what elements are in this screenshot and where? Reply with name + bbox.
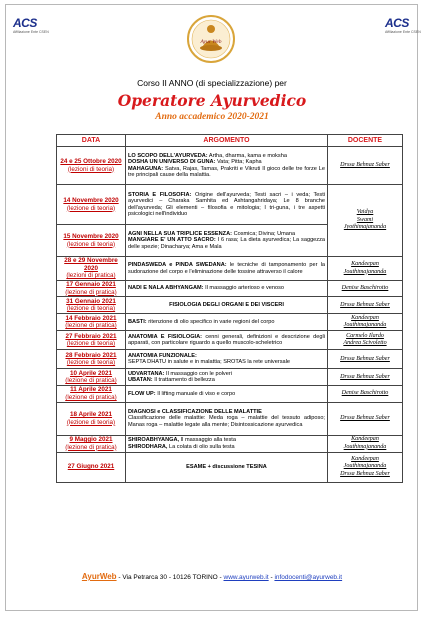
teacher-name: Jouthimajananda — [343, 322, 387, 329]
topic-heading: DOSHA UN UNIVERSO DI GUNA: — [128, 159, 216, 166]
topic-text: SEPTA DHATU in salute e in malattia; SROTAS la rete universale — [128, 359, 290, 366]
lesson-date: 31 Gennaio 2021 — [66, 297, 116, 305]
teacher-name: Swami — [356, 216, 374, 223]
topic-paragraph — [128, 415, 325, 428]
teacher-name: Jouthimajananda — [343, 268, 387, 275]
table-row — [57, 435, 403, 452]
schedule-table — [56, 134, 403, 483]
topic-text: Il massaggio alla testa — [179, 437, 236, 444]
lesson-type: (lezione di pratica) — [65, 288, 117, 296]
teacher-name: Jouthimajananda — [343, 443, 387, 450]
footer — [0, 572, 424, 581]
topic-heading: SHIROABHYANGA, — [128, 437, 180, 444]
course-subtitle: Corso II ANNO (di specializzazione) per — [137, 78, 287, 88]
lesson-type: (lezione di teoria) — [66, 240, 116, 248]
lesson-date: 27 Giugno 2021 — [67, 463, 115, 471]
topic-heading: DIAGNOSI e CLASSIFICAZIONE DELLE MALATTIE — [128, 408, 262, 415]
topic-heading: AGNI NELLA SUA TRIPLICE ESSENZA: — [128, 230, 233, 237]
topic-heading: LO SCOPO DELL'AYURVEDA: — [128, 152, 208, 159]
teacher-name: Denise Baschirotto — [341, 284, 389, 291]
lesson-type: (lezioni di teoria) — [67, 165, 115, 173]
teacher-name: Drssa Behnaz Saber — [340, 355, 390, 362]
teacher-name: Kandeepan — [351, 314, 379, 321]
teacher-name: Drssa Behnaz Saber — [340, 373, 390, 380]
topic-heading: ANATOMIA E FISIOLOGIA: — [128, 333, 203, 340]
topic-paragraph — [128, 464, 325, 470]
topic-cell — [126, 435, 328, 452]
topic-paragraph — [128, 359, 325, 365]
topic-text: I 6 rasa; La dieta ayurvedica; La saggezza delle spezie; Dinacharya; Ama e Mala — [128, 237, 325, 250]
table-row — [57, 297, 403, 314]
topic-text: Il lifting manuale di viso e corpo — [155, 390, 236, 397]
topic-cell — [126, 297, 328, 314]
teacher-cell — [328, 331, 403, 350]
topic-text: La colata di olio sulla testa — [167, 443, 235, 450]
topic-cell — [126, 452, 328, 482]
lesson-date: 14 Novembre 2020 — [63, 196, 119, 204]
teacher-name: Kandeepan — [351, 261, 379, 268]
topic-text: Il massaggio arterioso e venoso — [203, 285, 285, 292]
lesson-date: 10 Aprile 2021 — [69, 369, 113, 377]
topic-heading: NADI E NALA ABHYANGAM: — [128, 285, 204, 292]
topic-paragraph — [128, 237, 325, 250]
lesson-type: (lezione di pratica) — [65, 322, 117, 330]
lesson-date: 27 Febbraio 2021 — [65, 332, 117, 340]
teacher-cell — [328, 281, 403, 297]
teacher-name: Kandeepan — [351, 436, 379, 443]
teacher-name: Jouthimajananda — [343, 463, 387, 470]
topic-text: Classificazione delle malattie: Meda roga – malattie del tessuto adiposo; Manas roga – malattie legate alla mente; Disintossicazione ayurvedica — [128, 415, 325, 428]
column-header: ARGOMENTO — [126, 135, 328, 147]
topic-heading: MANGIARE E' UN ATTO SACRO: — [128, 237, 216, 244]
topic-heading: BASTI: — [128, 319, 147, 326]
topic-text: Origine dell'ayurveda; Testi sacri – i veda; Testi ayurvedici – Charaka Samhita ed Ashtangahridaya; Le 8 branche dell'ayurveda; Gli elementi – filosofia e mitologia; I tri-guna, i tre aspetti psicologici nell'individuo — [128, 191, 325, 217]
teacher-name: Drssa Behnaz Saber — [340, 301, 390, 308]
teacher-cell — [328, 297, 403, 314]
topic-heading: ANATOMIA FUNZIONALE: — [128, 352, 197, 359]
table-row — [57, 350, 403, 369]
date-cell — [57, 225, 126, 257]
acs-logo-right: ACS Affiliazione Ente CSEN — [385, 16, 421, 34]
column-header: DATA — [57, 135, 126, 147]
table-row — [57, 147, 403, 185]
topic-text: le tecniche di tamponamento per la sudorazione del corpo e l'eliminazione delle tossine attraverso il calore — [128, 262, 325, 275]
lesson-date: 11 Aprile 2021 — [70, 386, 112, 394]
topic-text: Il trattamento di bellezza — [152, 377, 215, 384]
topic-cell — [126, 257, 328, 281]
topic-paragraph — [128, 192, 325, 218]
topic-paragraph — [128, 334, 325, 347]
date-cell — [57, 314, 126, 331]
date-cell — [57, 369, 126, 386]
date-cell — [57, 435, 126, 452]
teacher-name: Andrea Scivoletto — [343, 340, 387, 347]
lesson-type: (lezione di pratica) — [65, 377, 117, 385]
lesson-date: 15 Novembre 2020 — [63, 232, 119, 240]
ayurweb-logo-icon — [186, 14, 236, 64]
date-cell — [57, 350, 126, 369]
footer-separator: - — [268, 574, 275, 581]
topic-paragraph — [128, 444, 325, 450]
topic-paragraph — [128, 166, 325, 179]
footer-website-link[interactable]: www.ayurweb.it — [223, 574, 269, 581]
table-row — [57, 185, 403, 225]
lesson-date: 24 e 25 Ottobre 2020 — [60, 157, 122, 165]
teacher-name: Denise Baschirotto — [341, 390, 389, 397]
lesson-date: 28 Febbraio 2021 — [65, 351, 117, 359]
date-cell — [57, 402, 126, 435]
topic-text: Vata; Pitta; Kapha — [215, 159, 262, 166]
teacher-cell — [328, 386, 403, 402]
lesson-type: (lezioni di pratica) — [66, 272, 116, 280]
teacher-name: Kandeepan — [351, 456, 379, 463]
date-cell — [57, 386, 126, 402]
topic-text: cenni generali, definizioni e descrizione degli apparati, con particolare riguardo a quello muscolo-scheletrico — [128, 333, 325, 347]
topic-paragraph — [128, 391, 325, 397]
date-cell — [57, 297, 126, 314]
acs-logo-left: ACS Affiliazione Ente CSEN — [13, 16, 49, 34]
teacher-cell — [328, 350, 403, 369]
teacher-cell — [328, 314, 403, 331]
teacher-name: Jyothimajananda — [343, 224, 387, 231]
teacher-name: Drssa Behnaz Saber — [340, 161, 390, 168]
topic-cell — [126, 185, 328, 225]
topic-cell — [126, 225, 328, 257]
topic-paragraph — [128, 377, 325, 383]
academic-year: Anno accademico 2020-2021 — [155, 112, 269, 122]
table-row — [57, 281, 403, 297]
topic-cell — [126, 147, 328, 185]
lesson-type: (lezione di teoria) — [66, 359, 116, 367]
topic-heading: FLOW UP: — [128, 390, 156, 397]
lesson-type: (lezione di teoria) — [66, 204, 116, 212]
topic-heading: ESAME + discussione TESINA — [186, 463, 267, 470]
teacher-cell — [328, 369, 403, 386]
lesson-date: 14 Febbraio 2021 — [65, 314, 117, 322]
topic-text: Il massaggio con le polveri — [164, 370, 232, 377]
topic-cell — [126, 331, 328, 350]
topic-paragraph — [128, 319, 325, 325]
topic-cell — [126, 281, 328, 297]
teacher-cell — [328, 402, 403, 435]
topic-heading: MAHAGUNA: — [128, 165, 164, 172]
teacher-cell — [328, 435, 403, 452]
page-title: Operatore Ayurvedico — [117, 91, 307, 110]
teacher-cell — [328, 147, 403, 185]
table-row — [57, 257, 403, 281]
topic-text: Artha, dharma, kama e moksha — [207, 152, 287, 159]
topic-paragraph — [128, 302, 325, 308]
table-header-row — [57, 135, 403, 147]
topic-cell — [126, 386, 328, 402]
date-cell — [57, 147, 126, 185]
topic-cell — [126, 369, 328, 386]
lesson-date: 9 Maggio 2021 — [69, 436, 113, 444]
topic-heading: FISIOLOGIA DEGLI ORGANI E DEI VISCERI — [169, 302, 284, 309]
lesson-date: 17 Gennaio 2021 — [66, 281, 116, 289]
date-cell — [57, 185, 126, 225]
table-row — [57, 402, 403, 435]
teacher-name: Drssa Behnaz Saber — [340, 414, 390, 421]
date-cell — [57, 452, 126, 482]
teacher-name: Vaidya — [356, 209, 374, 216]
topic-heading: UDVARTANA: — [128, 370, 165, 377]
date-cell — [57, 257, 126, 281]
footer-email-link[interactable]: infodocenti@ayurweb.it — [274, 574, 343, 581]
lesson-date: 18 Aprile 2021 — [69, 411, 113, 419]
topic-cell — [126, 314, 328, 331]
topic-heading: SHIRODHARA, — [128, 443, 168, 450]
teacher-cell — [328, 452, 403, 482]
footer-address: - Via Petrarca 30 - 10126 TORINO - — [116, 574, 224, 581]
lesson-type: (lezione di pratica) — [65, 443, 117, 451]
lesson-type: (lezione di teoria) — [66, 305, 116, 313]
topic-text: Cosmica; Divina; Umana — [232, 230, 296, 237]
footer-brand[interactable]: AyurWeb — [81, 572, 117, 581]
lesson-type: (lezione di teoria) — [66, 340, 116, 348]
lesson-date: 28 e 29 Novembre 2020 — [64, 257, 118, 272]
topic-paragraph — [128, 285, 325, 291]
topic-paragraph — [128, 262, 325, 275]
teacher-name: Drssa Behnaz Saber — [340, 470, 390, 477]
table-row — [57, 314, 403, 331]
topic-cell — [126, 402, 328, 435]
date-cell — [57, 281, 126, 297]
table-row — [57, 331, 403, 350]
table-row — [57, 452, 403, 482]
lesson-type: (lezione di teoria) — [66, 418, 116, 426]
table-row — [57, 386, 403, 402]
topic-heading: PINDASWEDA e PINDA SWEDANA: — [128, 262, 227, 269]
date-cell — [57, 331, 126, 350]
topic-heading: STORIA E FILOSOFIA: — [128, 191, 192, 198]
teacher-cell — [328, 257, 403, 281]
topic-text: ritenzione di olio specifico in varie regioni del corpo — [146, 319, 275, 326]
teacher-cell — [328, 185, 403, 257]
topic-text: Satva, Rajas, Tamas, Prakriti e Vikruti Il gioco delle tre forze Le tre principali cause della malattia. — [128, 165, 325, 178]
table-row — [57, 369, 403, 386]
teacher-name: Carmelo Ilardo — [346, 332, 384, 339]
column-header: DOCENTE — [328, 135, 403, 147]
lesson-type: (lezione di pratica) — [65, 394, 117, 402]
topic-cell — [126, 350, 328, 369]
topic-heading: UBATAN: — [128, 377, 153, 384]
logo-text: Ayur Web — [200, 39, 222, 45]
